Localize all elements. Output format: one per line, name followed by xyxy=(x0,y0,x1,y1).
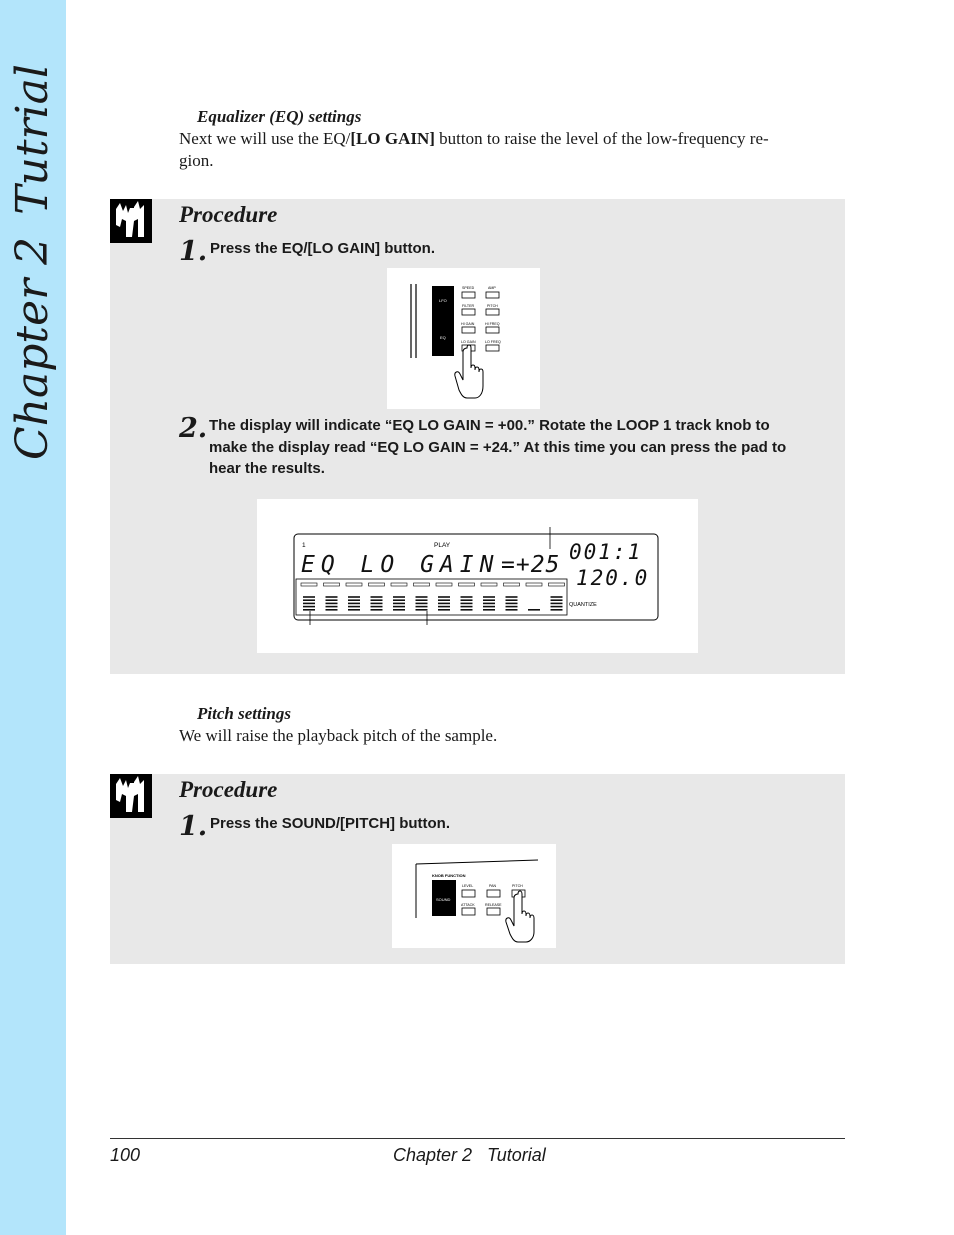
procedure-hand-icon xyxy=(110,199,152,243)
lcd-meter-segment xyxy=(348,603,360,605)
lcd-meter-segment xyxy=(483,609,495,611)
lcd-meter-segment xyxy=(438,606,450,608)
lcd-meter-segment xyxy=(371,609,383,611)
lcd-meter-segment xyxy=(551,596,563,598)
lcd-meter-segment xyxy=(326,596,338,598)
step-number-2: 2. xyxy=(179,413,208,444)
pitch-section-paragraph: We will raise the playback pitch of the sample. xyxy=(179,726,498,745)
lcd-meter-segment xyxy=(326,609,338,611)
lcd-meter-cap xyxy=(324,583,340,586)
step-number-2-1: 1. xyxy=(179,811,208,842)
label-pitch-2: PITCH xyxy=(512,884,523,888)
lcd-meter-cap xyxy=(346,583,362,586)
lcd-meter-segment xyxy=(416,609,428,611)
hi-freq-button[interactable] xyxy=(486,327,499,333)
lcd-counter: 001:1 xyxy=(569,540,643,564)
label-logain: LO GAIN xyxy=(461,340,476,344)
lcd-tempo: 120.0 xyxy=(576,566,650,590)
pitch-button[interactable] xyxy=(486,309,499,315)
lcd-meter-segment xyxy=(551,599,563,601)
lcd-meter-segment xyxy=(506,599,518,601)
lcd-meter-segment xyxy=(393,599,405,601)
lcd-meter-segment xyxy=(416,596,428,598)
lcd-main-text: EQ LO GAIN xyxy=(301,552,500,578)
procedure-title-2: Procedure xyxy=(179,777,278,802)
lcd-meter-cap xyxy=(526,583,542,586)
lcd-meter-cap xyxy=(301,583,317,586)
lcd-meter-segment xyxy=(348,596,360,598)
amp-button[interactable] xyxy=(486,292,499,298)
lcd-meter-segment xyxy=(326,606,338,608)
lcd-quantize: QUANTIZE xyxy=(569,602,597,608)
lcd-meter-segment xyxy=(461,603,473,605)
label-amp: AMP xyxy=(488,286,496,290)
lcd-meter-segment xyxy=(303,606,315,608)
lcd-meter-segment xyxy=(303,609,315,611)
hi-gain-button[interactable] xyxy=(462,327,475,333)
pan-button[interactable] xyxy=(487,890,500,897)
procedure-title-1: Procedure xyxy=(179,202,278,227)
eq-text-line2: gion. xyxy=(179,151,214,170)
lcd-meter-cap xyxy=(481,583,497,586)
lcd-meter-segment xyxy=(483,606,495,608)
lcd-meter-segment xyxy=(551,603,563,605)
lcd-meter-segment xyxy=(438,596,450,598)
footer-rule xyxy=(110,1138,845,1139)
lcd-meter-cap xyxy=(414,583,430,586)
lcd-meter-segment xyxy=(416,606,428,608)
lcd-meter-cap xyxy=(549,583,565,586)
release-button[interactable] xyxy=(487,908,500,915)
lcd-value: =+25 xyxy=(501,552,561,578)
lcd-meter-segment xyxy=(461,596,473,598)
lcd-meter-segment xyxy=(438,609,450,611)
eq-text-after: button to raise the level of the low-frequency re- xyxy=(434,129,769,148)
lcd-meter-segment xyxy=(303,596,315,598)
lcd-meter-segment xyxy=(483,603,495,605)
lo-freq-button[interactable] xyxy=(486,345,499,351)
label-release: RELEASE xyxy=(485,903,502,907)
lcd-meter-segment xyxy=(506,596,518,598)
lcd-meter-segment xyxy=(393,609,405,611)
label-lfo: LFO xyxy=(439,298,447,303)
label-sound: SOUND xyxy=(436,897,451,902)
label-pan: PAN xyxy=(489,884,497,888)
step2-line2: make the display read “EQ LO GAIN = +24.” At this time you can press the pad to xyxy=(209,438,787,456)
label-speed: SPEED xyxy=(462,286,475,290)
procedure-hand-icon xyxy=(110,774,152,818)
lcd-meter-segment xyxy=(438,603,450,605)
lcd-meter-segment xyxy=(326,603,338,605)
lcd-level-meters xyxy=(301,583,565,611)
lcd-meter-segment xyxy=(393,603,405,605)
lcd-meter-segment xyxy=(528,609,540,611)
lcd-meter-segment xyxy=(506,606,518,608)
eq-section-paragraph xyxy=(179,128,845,172)
lcd-meter-segment xyxy=(416,603,428,605)
lcd-meter-cap xyxy=(504,583,520,586)
lcd-meter-cap xyxy=(391,583,407,586)
lcd-meter-segment xyxy=(461,609,473,611)
label-higain: HI GAIN xyxy=(461,322,475,326)
lcd-meter-segment xyxy=(303,599,315,601)
label-pitch: PITCH xyxy=(487,304,498,308)
level-button[interactable] xyxy=(462,890,475,897)
pointing-hand-icon xyxy=(506,891,534,942)
lcd-display-figure xyxy=(257,499,698,653)
sound-button-panel-figure xyxy=(392,844,556,948)
label-level: LEVEL xyxy=(462,884,474,888)
pointing-hand-icon xyxy=(455,345,483,398)
lcd-meter-segment xyxy=(326,599,338,601)
label-hifreq: HI FREQ xyxy=(485,322,500,326)
lcd-mode: PLAY xyxy=(434,542,451,549)
lcd-meter-segment xyxy=(506,609,518,611)
lcd-meter-segment xyxy=(303,603,315,605)
lcd-meter-segment xyxy=(483,596,495,598)
label-attack: ATTACK xyxy=(461,903,475,907)
footer-page-number: 100 xyxy=(110,1145,141,1165)
label-knob-function: KNOB FUNCTION xyxy=(432,873,466,878)
lcd-meter-segment xyxy=(438,599,450,601)
step-number-1: 1. xyxy=(179,236,208,267)
lcd-meter-segment xyxy=(506,603,518,605)
sidebar-chapter-title xyxy=(2,0,64,460)
eq-section-heading: Equalizer (EQ) settings xyxy=(197,107,362,126)
eq-button-panel-figure xyxy=(387,268,540,409)
filter-button[interactable] xyxy=(462,309,475,315)
lcd-meter-segment xyxy=(393,606,405,608)
lcd-meter-segment xyxy=(393,596,405,598)
attack-button[interactable] xyxy=(462,908,475,915)
sidebar-chapter: Chapter 2 xyxy=(7,236,58,460)
label-filter: FILTER xyxy=(462,304,475,308)
step2-line3: hear the results. xyxy=(209,460,325,477)
footer-chapter-title: Chapter 2 Tutorial xyxy=(393,1145,546,1165)
lcd-meter-segment xyxy=(371,596,383,598)
pitch-section-heading: Pitch settings xyxy=(197,704,291,723)
lcd-meter-segment xyxy=(461,599,473,601)
speed-button[interactable] xyxy=(462,292,475,298)
label-lofreq: LO FREQ xyxy=(485,340,501,344)
lcd-meter-segment xyxy=(348,599,360,601)
lcd-meter-segment xyxy=(371,599,383,601)
lcd-meter-cap xyxy=(459,583,475,586)
chapter-sidebar xyxy=(0,0,66,1235)
eq-text-bold: [LO GAIN] xyxy=(350,129,435,148)
step-text-1: Press the EQ/[LO GAIN] button. xyxy=(210,240,436,257)
lcd-meter-segment xyxy=(348,609,360,611)
step-text-2-1: Press the SOUND/[PITCH] button. xyxy=(210,815,451,832)
lcd-track-number: 1 xyxy=(302,542,306,549)
label-eq: EQ xyxy=(440,335,446,340)
lcd-meter-segment xyxy=(483,599,495,601)
sidebar-title-word: Tutrial xyxy=(7,64,58,215)
lcd-meter-cap xyxy=(369,583,385,586)
step-text-2 xyxy=(209,415,835,480)
lcd-meter-segment xyxy=(371,603,383,605)
lcd-meter-segment xyxy=(551,609,563,611)
lcd-meter-segment xyxy=(371,606,383,608)
step2-line1: The display will indicate “EQ LO GAIN = +00.” Rotate the LOOP 1 track knob to xyxy=(209,417,770,434)
lcd-meter-segment xyxy=(551,606,563,608)
lcd-meter-segment xyxy=(348,606,360,608)
lcd-meter-cap xyxy=(436,583,452,586)
lcd-meter-segment xyxy=(461,606,473,608)
lcd-meter-segment xyxy=(416,599,428,601)
eq-text-before: Next we will use the EQ/ xyxy=(179,129,351,148)
